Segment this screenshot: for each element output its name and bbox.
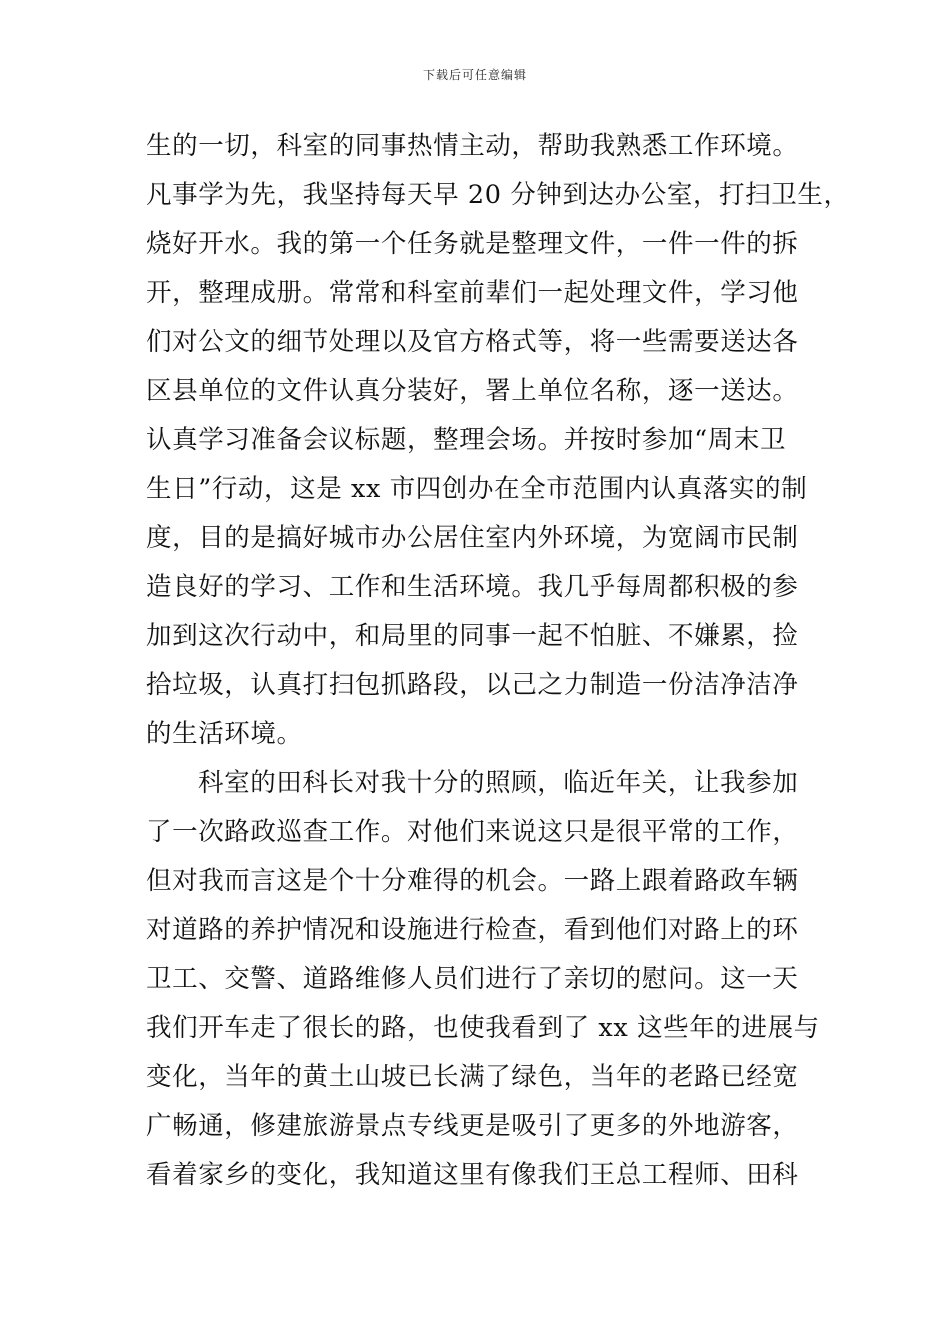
text-line: 但对我而言这是个十分难得的机会。一路上跟着路政车辆 (146, 866, 799, 896)
text-line: 区县单位的文件认真分装好，署上单位名称，逐一送达。 (146, 376, 799, 406)
text-line: 广畅通，修建旅游景点专线更是吸引了更多的外地游客， (146, 1111, 799, 1141)
text-line: 拾垃圾，认真打扫包抓路段，以己之力制造一份洁净洁净 (146, 670, 799, 700)
text-line: 生日”行动，这是 xx 市四创办在全市范围内认真落实的制 (146, 474, 808, 504)
text-line: 的生活环境。 (146, 719, 303, 749)
text-line: 我们开车走了很长的路，也使我看到了 xx 这些年的进展与 (146, 1013, 820, 1043)
text-line: 加到这次行动中，和局里的同事一起不怕脏、不嫌累，捡 (146, 621, 799, 651)
text-line: 造良好的学习、工作和生活环境。我几乎每周都积极的参 (146, 572, 799, 602)
text-line: 们对公文的细节处理以及官方格式等，将一些需要送达各 (146, 327, 799, 357)
text-line: 变化，当年的黄土山坡已长满了绿色，当年的老路已经宽 (146, 1062, 799, 1092)
text-line: 了一次路政巡查工作。对他们来说这只是很平常的工作， (146, 817, 799, 847)
text-line: 烧好开水。我的第一个任务就是整理文件，一件一件的拆 (146, 229, 799, 259)
text-line: 对道路的养护情况和设施进行检查，看到他们对路上的环 (146, 915, 799, 945)
text-line: 卫工、交警、道路维修人员们进行了亲切的慰问。这一天 (146, 964, 799, 994)
text-line: 度，目的是搞好城市办公居住室内外环境，为宽阔市民制 (146, 523, 799, 553)
text-line: 认真学习准备会议标题，整理会场。并按时参加“周末卫 (146, 425, 787, 455)
text-line: 凡事学为先，我坚持每天早 20 分钟到达办公室，打扫卫生， (146, 180, 850, 210)
document-body (146, 122, 850, 1200)
text-line: 开，整理成册。常常和科室前辈们一起处理文件，学习他 (146, 278, 799, 308)
text-line: 生的一切，科室的同事热情主动，帮助我熟悉工作环境。 (146, 131, 799, 161)
text-line: 看着家乡的变化，我知道这里有像我们王总工程师、田科 (146, 1160, 799, 1190)
page-header-note: 下载后可任意编辑 (422, 68, 527, 82)
paragraph-first-line: 科室的田科长对我十分的照顾，临近年关，让我参加 (198, 768, 799, 798)
